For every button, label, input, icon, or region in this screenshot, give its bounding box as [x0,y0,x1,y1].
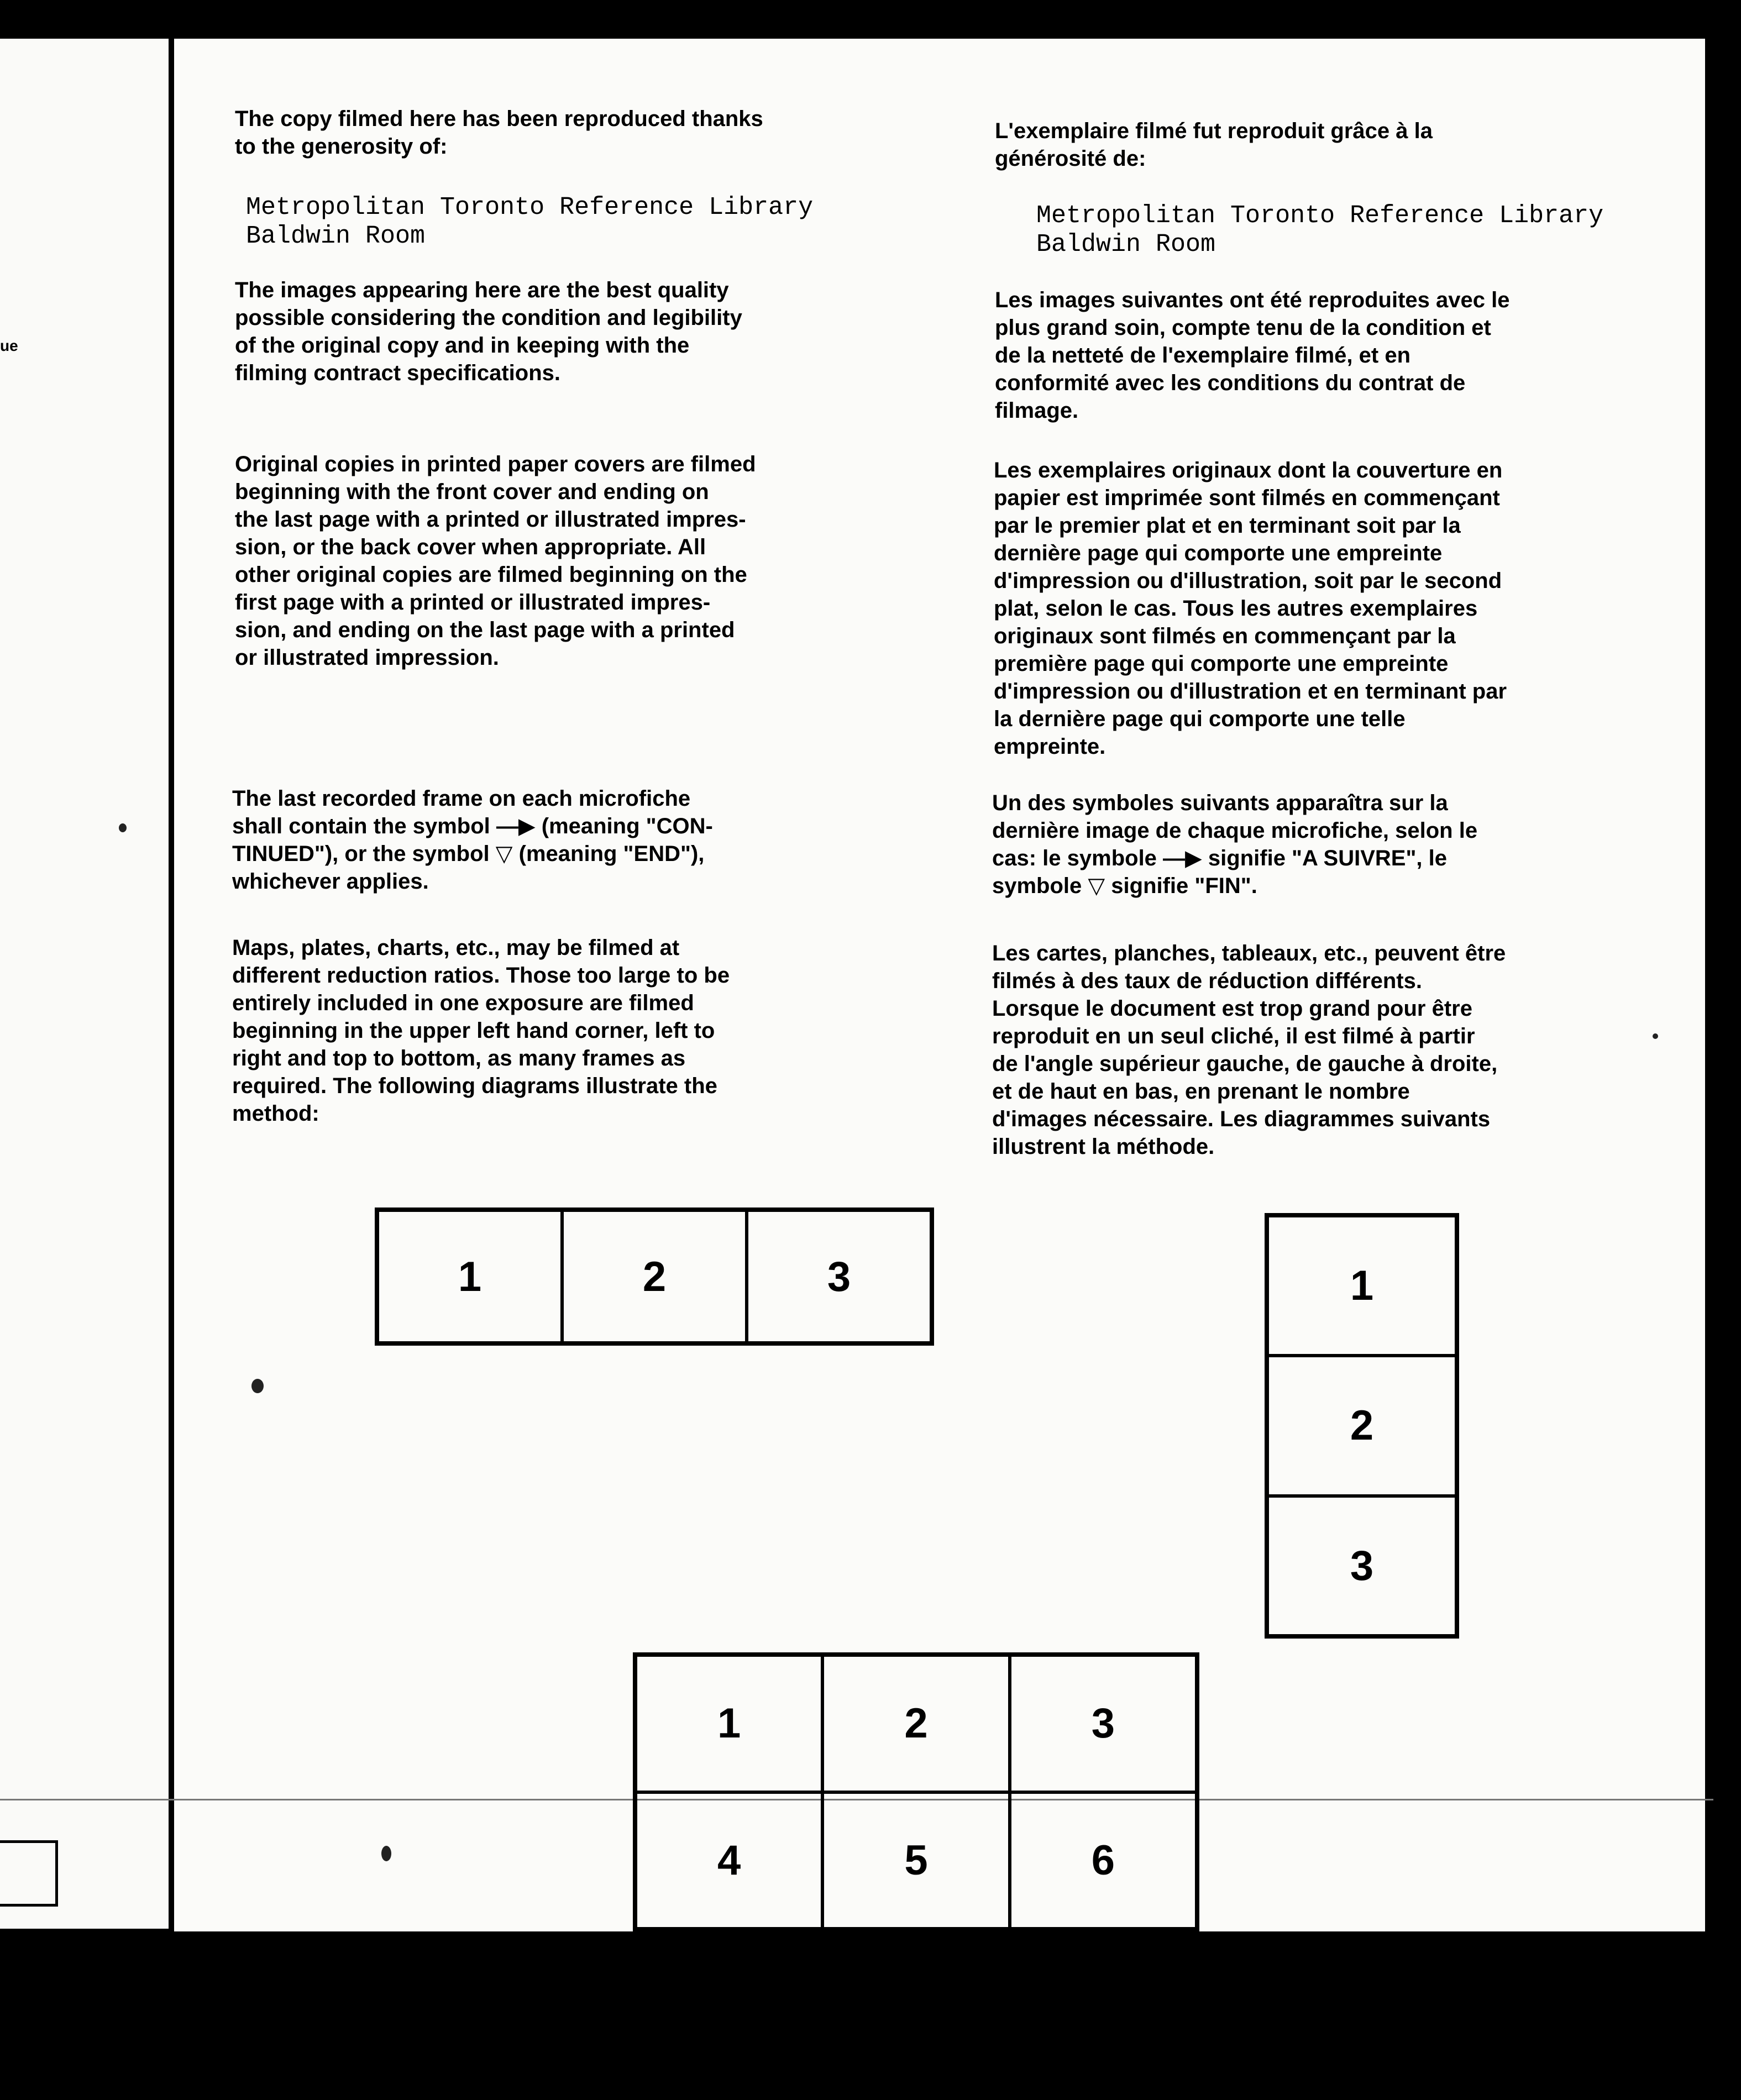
diagram-horizontal [375,1208,934,1346]
french-credit: L'exemplaire filmé fut reproduit grâce à la générosité de: [995,119,1433,171]
diagram-grid [633,1652,1199,1931]
frame-cell: 3 [747,1210,931,1343]
diagram-vertical [1265,1213,1459,1639]
adjacent-page-strip [0,39,169,1977]
scale-label: 32 x [6,1956,43,1977]
frame-cell: 6 [1010,1792,1197,1929]
frame-cell: 2 [562,1210,747,1343]
frame-cell: 3 [1267,1496,1456,1636]
english-institution: Metropolitan Toronto Reference Library Baldwin Room [246,193,814,250]
french-maps-note: Les cartes, planches, tableaux, etc., peuvent être filmés à des taux de réduction différents. Lorsque le document est trop grand pour être reproduit en un seul cliché, il est filmé à partir de l'angle supérieur gauche, de gauche à droite, et de haut en bas, en prenant le nombre d'images nécessaire. Les diagrammes suivants illustrent la méthode. [992,941,1506,1159]
frame-cell: 1 [377,1210,562,1343]
frame-cell: 2 [822,1655,1009,1792]
frame-cell: 1 [1267,1216,1456,1356]
french-quality-note: Les images suivantes ont été reproduites avec le plus grand soin, compte tenu de la condition et de la netteté de l'exemplaire filmé, et en conformité avec les conditions du contrat de filmage. [995,288,1510,423]
adjacent-page-fragment: ue [0,337,18,354]
film-speck [1653,1033,1658,1039]
english-quality-note: The images appearing here are the best quality possible considering the condition and legibility of the original copy and in keeping with the filming contract specifications. [235,278,742,385]
scale-box [0,1840,58,1907]
french-symbols-note: Un des symboles suivants apparaîtra sur la dernière image de chaque microfiche, selon le cas: le symbole —▶ signifie "A SUIVRE", le symbole ▽ signifie "FIN". [992,791,1478,898]
french-originals-note: Les exemplaires originaux dont la couverture en papier est imprimée sont filmés en commençant par le premier plat et en terminant soit par la dernière page qui comporte une empreinte d'impression ou d'illustration, soit par le second plat, selon le cas. Tous les autres exemplaires originaux sont filmés en commençant par la première page qui comporte une empreinte d'impression ou d'illustration et en terminant par la dernière page qui comporte une telle empreinte. [994,458,1507,759]
french-institution: Metropolitan Toronto Reference Library Baldwin Room [1036,202,1604,259]
frame-cell: 5 [822,1792,1009,1929]
frame-cell: 2 [1267,1356,1456,1495]
frame-cell: 1 [636,1655,822,1792]
english-symbols-note: The last recorded frame on each microfiche shall contain the symbol —▶ (meaning "CON- TINUED"), or the symbol ▽ (meaning "END"), whichever applies. [232,786,713,894]
frame-cell: 3 [1010,1655,1197,1792]
film-speck [119,823,127,832]
english-credit: The copy filmed here has been reproduced thanks to the generosity of: [235,107,763,159]
english-maps-note: Maps, plates, charts, etc., may be filmed at different reduction ratios. Those too large to be entirely included in one exposure are filmed beginning in the upper left hand corner, left to right and top to bottom, as many frames as required. The following diagrams illustrate the method: [232,936,730,1126]
frame-cell: 4 [636,1792,822,1929]
english-originals-note: Original copies in printed paper covers are filmed beginning with the front cover and ending on the last page with a printed or illustrated impres- sion, or the back cover when appropriate. All other original copies are filmed beginning on the first page with a printed or illustrated impres- sion, and ending on the last page with a printed or illustrated impression. [235,452,756,670]
film-speck [381,1846,391,1861]
film-speck [251,1379,264,1393]
